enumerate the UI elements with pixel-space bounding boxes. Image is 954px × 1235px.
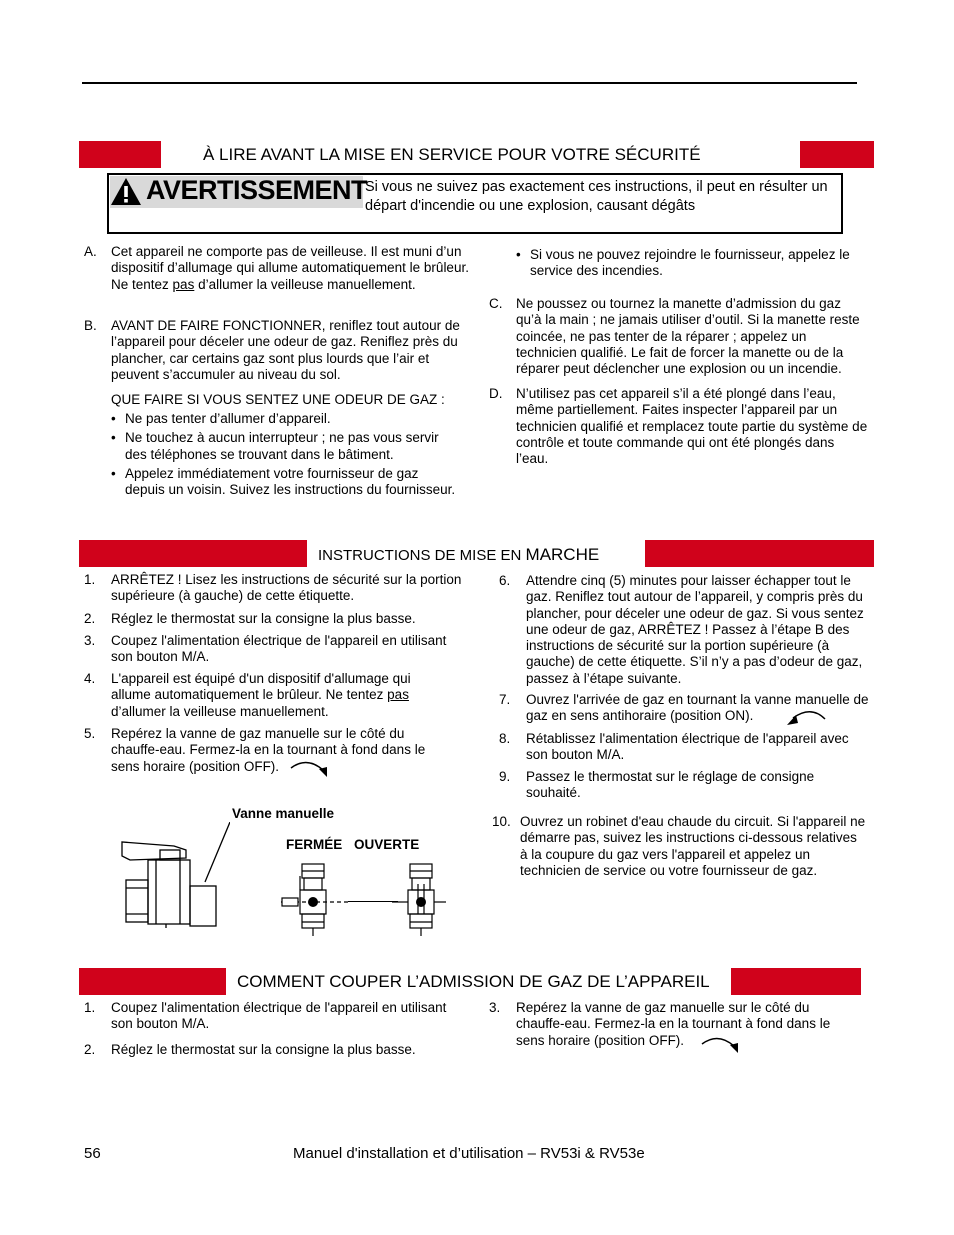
section-bar-left [79,968,226,995]
list-item: • Ne pas tenter d’allumer d’appareil. [111,411,461,427]
open-label: OUVERTE [354,837,420,852]
step-text: Coupez l'alimentation électrique de l'appareil en utilisant son bouton M/A. [111,1000,447,1032]
step-text: Ouvrez un robinet d'eau chaude du circuit. Si l'appareil ne démarre pas, suivez les instructions ci-dessous relatives à la coupure du gaz vers l'appareil et appelez un technicien de service ou votre fournisseur de gaz. [520,814,866,878]
step-number: 10. [492,814,511,829]
step-number: 4. [84,671,96,686]
step-number: 1. [84,572,96,587]
step-number: 3. [489,1000,501,1015]
item-b-letter: B. [84,318,97,333]
footer-title: Manuel d'installation et d’utilisation – RV53i & RV53e [293,1145,645,1162]
step-text: Coupez l'alimentation électrique de l'appareil en utilisant son bouton M/A. [111,633,447,665]
step-text: Rétablissez l'alimentation électrique de l'appareil avec son bouton M/A. [526,731,849,763]
list-item: • Si vous ne pouvez rejoindre le fournisseur, appelez le service des incendies. [516,247,868,280]
step-text: ARRÊTEZ ! Lisez les instructions de sécurité sur la portion supérieure (à gauche) de cette étiquette. [111,572,462,604]
item-a-letter: A. [84,244,97,259]
valve-label: Vanne manuelle [232,806,335,821]
manual-valve-diagram [110,822,230,930]
clockwise-arrow-icon [700,1032,742,1056]
page-number: 56 [84,1145,101,1162]
item-a-text: Cet appareil ne comporte pas de veilleuse. Il est muni d’un dispositif d’allumage qui allume automatiquement le brûleur. Ne tentez pas d’allumer la veilleuse manuellement. [111,244,469,292]
closed-label: FERMÉE [286,837,343,852]
step-text: Réglez le thermostat sur la consigne la plus basse. [111,611,416,626]
valve-closed-icon [280,862,352,938]
section-bar-right [645,540,874,567]
header-rule [82,82,857,84]
gas-odor-subhead: QUE FAIRE SI VOUS SENTEZ UNE ODEUR DE GAZ : [111,392,445,407]
step-number: 2. [84,611,96,626]
section-bar-left [79,540,307,567]
warning-word: AVERTISSEMENT [146,175,368,205]
step-number: 5. [84,726,96,741]
step-text: Repérez la vanne de gaz manuelle sur le côté du chauffe-eau. Fermez-la en la tournant à fond dans le sens horaire (position OFF). [111,726,426,774]
valve-open-icon [392,862,448,938]
step-text: Repérez la vanne de gaz manuelle sur le côté du chauffe-eau. Fermez-la en la tournant à fond dans le sens horaire (position OFF). [516,1000,831,1048]
safety-section-title: À LIRE AVANT LA MISE EN SERVICE POUR VOTRE SÉCURITÉ [203,145,701,164]
step-number: 1. [84,1000,96,1015]
step-number: 8. [499,731,511,746]
clockwise-arrow-icon [289,756,331,780]
item-d-letter: D. [489,386,503,401]
step-number: 2. [84,1042,96,1057]
counterclockwise-arrow-icon [785,705,827,727]
step-text: Attendre cinq (5) minutes pour laisser échapper tout le gaz. Reniflez tout autour de l’appareil, y compris près du plancher, pour déceler une odeur de gaz. Si vous sentez une odeur de gaz, ARRÊTEZ ! Passez à l’étape B des instructions de sécurité sur la portion supérieure (à gauche) de cette étiquette. S’il n’y a pas d’odeur de gaz, passez à l’étape suivante. [526,573,864,686]
gas-odor-bullets [111,411,461,501]
list-item: • Ne touchez à aucun interrupteur ; ne pas vous servir des téléphones se trouvant dans le bâtiment. [111,430,461,463]
operating-section-title: INSTRUCTIONS DE MISE EN MARCHE [318,545,600,564]
step-text: Réglez le thermostat sur la consigne la plus basse. [111,1042,416,1057]
step-number: 6. [499,573,511,588]
item-c-text: Ne poussez ou tournez la manette d’admission du gaz qu’à la main ; ne jamais utiliser d’outil. Si la manette reste coincée, ne pas tenter de la réparer ; appelez un technicien qualifié. Le fait de forcer la manette ou de la réparer peut déclencher une explosion ou un incendie. [516,296,860,377]
step-number: 3. [84,633,96,648]
shutoff-section-title: COMMENT COUPER L’ADMISSION DE GAZ DE L’APPAREIL [237,972,710,991]
item-c-letter: C. [489,296,503,311]
step-text: Ouvrez l'arrivée de gaz en tournant la vanne manuelle de gaz en sens antihoraire (position ON). [526,692,869,724]
list-item: • Appelez immédiatement votre fournisseur de gaz depuis un voisin. Suivez les instructions du fournisseur. [111,466,461,499]
step-text: L'appareil est équipé d'un dispositif d'allumage qui allume automatiquement le brûleur. Ne tentez pas d’allumer la veilleuse manuellement. [111,671,411,719]
step-number: 7. [499,692,511,707]
warning-text: Si vous ne suivez pas exactement ces instructions, il peut en résulter un départ d'incendie ou une explosion, causant dégâts [365,179,828,214]
right-bullet-list [516,247,868,283]
item-b-text: AVANT DE FAIRE FONCTIONNER, reniflez tout autour de l’appareil pour déceler une odeur de gaz. Reniflez près du plancher, car certains gaz sont plus lourds que l’air et peuvent s’accumuler au niveau du sol. [111,318,460,382]
section-bar-right [731,968,861,995]
step-number: 9. [499,769,511,784]
section-bar-right [800,141,874,168]
step-text: Passez le thermostat sur le réglage de consigne souhaité. [526,769,815,801]
item-d-text: N’utilisez pas cet appareil s’il a été plongé dans l’eau, même partiellement. Faites inspecter l’appareil par un technicien qualifié et remplacez toute partie du système de contrôle et toute commande qui ont été plongés dans l’eau. [516,386,868,467]
pipe-line [348,901,398,902]
section-bar-left [79,141,161,168]
warning-triangle-icon [110,177,142,206]
